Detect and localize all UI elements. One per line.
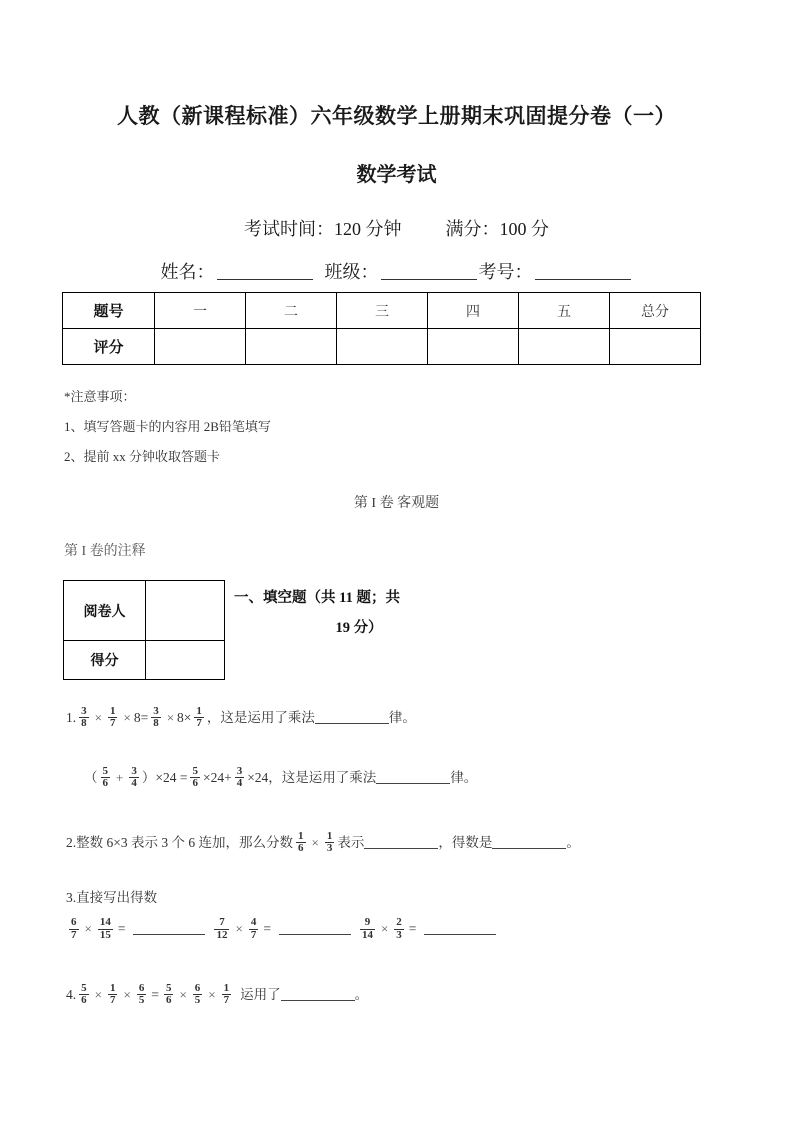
fraction: $\frac{5}{6}$ bbox=[81, 981, 87, 1007]
equals-sign: = bbox=[263, 921, 271, 937]
multiply-icon: × bbox=[208, 987, 216, 1002]
fraction: $\frac{2}{3}$ bbox=[396, 916, 402, 941]
question-1-term-1: 8= bbox=[133, 710, 149, 725]
fraction: $\frac{14}{15}$ bbox=[99, 916, 111, 941]
question-1b-mid-1: ×24+ bbox=[202, 770, 232, 785]
exam-meta-line bbox=[0, 215, 793, 241]
total-score-value: 100 分 bbox=[499, 219, 549, 239]
notes-item-0: 1、填写答题卡的内容用 2B铅笔填写 bbox=[64, 419, 271, 434]
multiply-icon: × bbox=[94, 710, 102, 725]
fraction: $\frac{5}{6}$ bbox=[102, 764, 108, 790]
notes-block bbox=[64, 382, 271, 472]
fraction: $\frac{9}{14}$ bbox=[361, 916, 373, 941]
fraction: $\frac{3}{8}$ bbox=[81, 704, 87, 730]
multiply-icon: × bbox=[84, 921, 92, 937]
score-table-col-5: 总分 bbox=[610, 293, 701, 329]
question-4-number: 4. bbox=[66, 987, 77, 1002]
reviewer-value-cell[interactable] bbox=[146, 581, 225, 641]
multiply-icon: × bbox=[123, 710, 131, 725]
score-cell-3[interactable] bbox=[428, 329, 519, 365]
fraction: $\frac{7}{12}$ bbox=[216, 916, 228, 941]
question-1b-open: （ bbox=[84, 770, 98, 785]
exam-id-label: 考号： bbox=[478, 262, 533, 282]
duration-value: 120 分钟 bbox=[334, 219, 402, 239]
multiply-icon: × bbox=[123, 987, 131, 1002]
question-1b-tail: 律。 bbox=[450, 770, 478, 785]
grader-score-label: 得分 bbox=[64, 641, 146, 680]
plus-icon: + bbox=[116, 770, 124, 785]
name-input-blank[interactable] bbox=[217, 261, 313, 280]
answer-blank[interactable] bbox=[364, 835, 438, 850]
equals-sign: = bbox=[117, 921, 126, 937]
question-3-prompt: 直接写出得数 bbox=[76, 890, 158, 905]
score-cell-1[interactable] bbox=[246, 329, 337, 365]
grader-score-value-cell[interactable] bbox=[146, 641, 225, 680]
score-table-row-label-0: 题号 bbox=[63, 293, 155, 329]
total-score-label: 满分： bbox=[445, 219, 500, 239]
class-input-blank[interactable] bbox=[381, 261, 477, 280]
score-table-col-1: 二 bbox=[246, 293, 337, 329]
table-row bbox=[63, 329, 701, 365]
section-title-line2: 19 分） bbox=[335, 620, 383, 636]
duration-label: 考试时间： bbox=[244, 219, 334, 239]
question-2-text-2: 表示 bbox=[337, 835, 365, 850]
score-cell-4[interactable] bbox=[519, 329, 610, 365]
question-2-text-4: 。 bbox=[566, 835, 580, 850]
answer-blank[interactable] bbox=[492, 835, 566, 850]
fraction: $\frac{3}{4}$ bbox=[131, 764, 137, 790]
question-1b bbox=[84, 766, 477, 791]
student-identity-line bbox=[0, 258, 793, 284]
multiply-icon: × bbox=[311, 835, 319, 850]
answer-blank[interactable] bbox=[279, 921, 351, 936]
multiply-icon: × bbox=[380, 921, 389, 937]
question-2-number: 2. bbox=[66, 835, 77, 850]
volume-annotation: 第 I 卷的注释 bbox=[64, 544, 146, 559]
answer-blank[interactable] bbox=[133, 921, 205, 936]
fraction: $\frac{6}{7}$ bbox=[71, 916, 77, 941]
question-2-text-3: ，得数是 bbox=[438, 835, 493, 850]
question-1b-close: ）×24 = bbox=[141, 770, 188, 785]
exam-id-input-blank[interactable] bbox=[535, 261, 631, 280]
multiply-icon: × bbox=[179, 987, 187, 1002]
fraction: $\frac{1}{6}$ bbox=[298, 829, 304, 855]
score-table-col-2: 三 bbox=[337, 293, 428, 329]
score-cell-0[interactable] bbox=[155, 329, 246, 365]
table-row bbox=[63, 293, 701, 329]
equals-sign: = bbox=[151, 987, 159, 1002]
fraction: $\frac{6}{5}$ bbox=[194, 981, 201, 1007]
fraction: $\frac{6}{5}$ bbox=[138, 981, 145, 1007]
score-table-col-3: 四 bbox=[428, 293, 519, 329]
fraction: $\frac{1}{7}$ bbox=[196, 704, 202, 730]
score-table bbox=[62, 292, 701, 365]
fraction: $\frac{3}{4}$ bbox=[236, 764, 243, 790]
question-1b-mid-2: ×24，这是运用了乘法 bbox=[247, 770, 377, 785]
notes-item-1: 2、提前 xx 分钟收取答题卡 bbox=[64, 449, 221, 464]
question-2 bbox=[66, 831, 580, 856]
question-3 bbox=[66, 886, 157, 906]
question-3-number: 3. bbox=[66, 890, 77, 905]
name-label: 姓名： bbox=[160, 262, 215, 282]
notes-heading: *注意事项： bbox=[64, 389, 136, 404]
answer-blank[interactable] bbox=[376, 770, 450, 785]
score-cell-5[interactable] bbox=[610, 329, 701, 365]
volume-heading: 第 I 卷 客观题 bbox=[353, 496, 440, 511]
question-1-number: 1. bbox=[66, 710, 77, 725]
question-1-term-2: 8× bbox=[177, 710, 192, 725]
question-2-text-1: 整数 6×3 表示 3 个 6 连加，那么分数 bbox=[76, 835, 293, 850]
question-1 bbox=[66, 706, 416, 731]
multiply-icon: × bbox=[166, 710, 175, 725]
page-title: 人教（新课程标准）六年级数学上册期末巩固提分卷（一） bbox=[117, 104, 676, 128]
question-4-tail-2: 。 bbox=[354, 987, 369, 1002]
score-cell-2[interactable] bbox=[337, 329, 428, 365]
question-4-tail: 运用了 bbox=[240, 987, 281, 1002]
question-4 bbox=[66, 983, 368, 1008]
fraction: $\frac{1}{7}$ bbox=[223, 981, 230, 1007]
grader-box bbox=[63, 580, 225, 680]
score-table-col-4: 五 bbox=[519, 293, 610, 329]
question-1-tail-2: 律。 bbox=[388, 710, 416, 725]
fraction: $\frac{1}{3}$ bbox=[326, 829, 333, 855]
score-table-col-0: 一 bbox=[155, 293, 246, 329]
question-3-expressions bbox=[66, 918, 502, 942]
table-row bbox=[64, 641, 225, 680]
fraction: $\frac{4}{7}$ bbox=[250, 916, 257, 941]
equals-sign: = bbox=[408, 921, 417, 937]
page-subtitle: 数学考试 bbox=[356, 164, 437, 186]
score-table-row-label-1: 评分 bbox=[63, 329, 155, 365]
section-title bbox=[234, 583, 484, 643]
fraction: $\frac{1}{7}$ bbox=[109, 704, 116, 730]
fraction: $\frac{5}{6}$ bbox=[165, 981, 172, 1007]
class-label: 班级： bbox=[324, 262, 379, 282]
question-1-tail: ，这是运用了乘法 bbox=[206, 710, 315, 725]
fraction: $\frac{1}{7}$ bbox=[109, 981, 116, 1007]
answer-blank[interactable] bbox=[281, 987, 355, 1002]
answer-blank[interactable] bbox=[315, 710, 389, 725]
fraction: $\frac{3}{8}$ bbox=[153, 704, 159, 730]
multiply-icon: × bbox=[235, 921, 243, 937]
reviewer-label: 阅卷人 bbox=[64, 581, 146, 641]
section-title-line1: 一、填空题（共 11 题；共 bbox=[234, 590, 400, 606]
fraction: $\frac{5}{6}$ bbox=[192, 764, 198, 790]
answer-blank[interactable] bbox=[424, 921, 496, 936]
multiply-icon: × bbox=[94, 987, 102, 1002]
table-row bbox=[64, 581, 225, 641]
